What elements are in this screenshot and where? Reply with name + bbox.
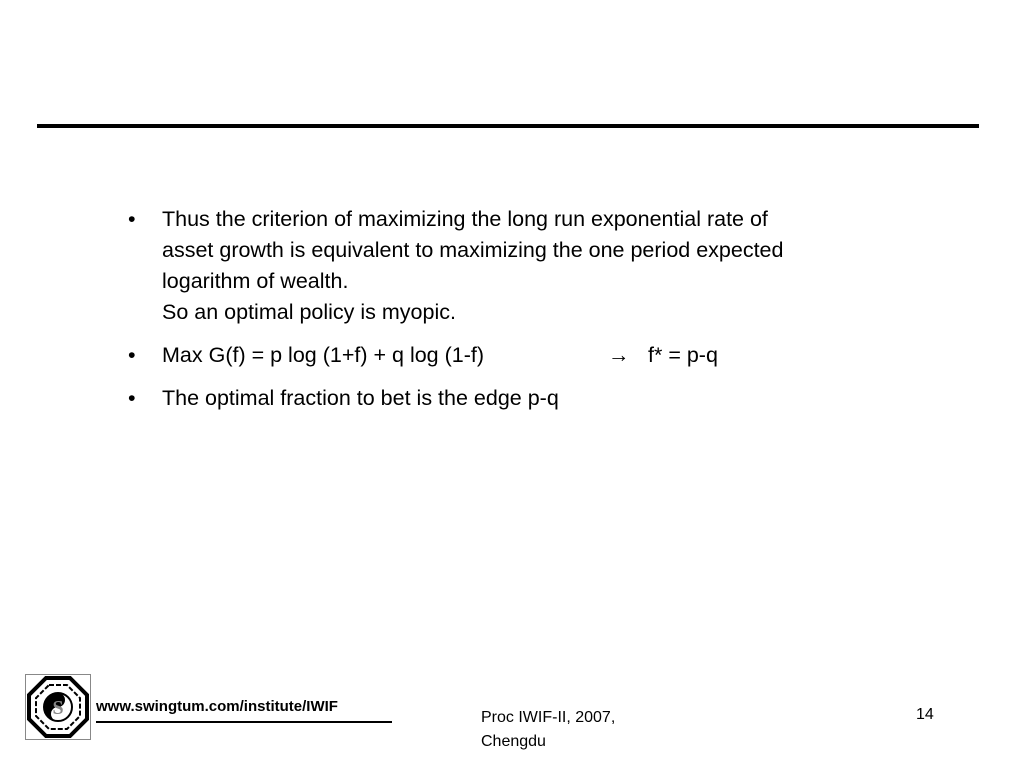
footer-url-underline xyxy=(96,721,392,723)
formula-max-g: Max G(f) = p log (1+f) + q log (1-f) xyxy=(162,343,485,367)
bullet-optimal-fraction-text: The optimal fraction to bet is the edge p-q xyxy=(162,386,559,410)
bullet-criterion xyxy=(128,204,928,328)
institute-url-link[interactable]: www.swingtum.com/institute/IWIF xyxy=(96,698,338,715)
bullet-criterion-line-4: So an optimal policy is myopic. xyxy=(162,300,456,324)
bullet-criterion-line-1: Thus the criterion of maximizing the long run exponential rate of xyxy=(162,207,768,231)
bullet-marker: • xyxy=(128,343,136,367)
title-divider-rule xyxy=(37,124,979,128)
page-number: 14 xyxy=(916,706,934,723)
bullet-optimal-fraction xyxy=(128,383,928,414)
svg-text:S: S xyxy=(52,697,64,719)
footer-proceedings-line-1: Proc IWIF-II, 2007, xyxy=(481,709,616,726)
bullet-marker: • xyxy=(128,386,136,410)
institute-logo-icon xyxy=(25,674,91,740)
formula-optimal-f: f* = p-q xyxy=(648,343,718,367)
footer-proceedings-line-2: Chengdu xyxy=(481,733,546,750)
bullet-formula xyxy=(128,340,928,371)
footer-proceedings xyxy=(481,706,615,754)
bullet-marker: • xyxy=(128,207,136,231)
slide-body xyxy=(128,204,928,426)
right-arrow-icon: → xyxy=(608,343,630,367)
bullet-criterion-line-2: asset growth is equivalent to maximizing the one period expected xyxy=(162,238,784,262)
bullet-criterion-line-3: logarithm of wealth. xyxy=(162,269,349,293)
